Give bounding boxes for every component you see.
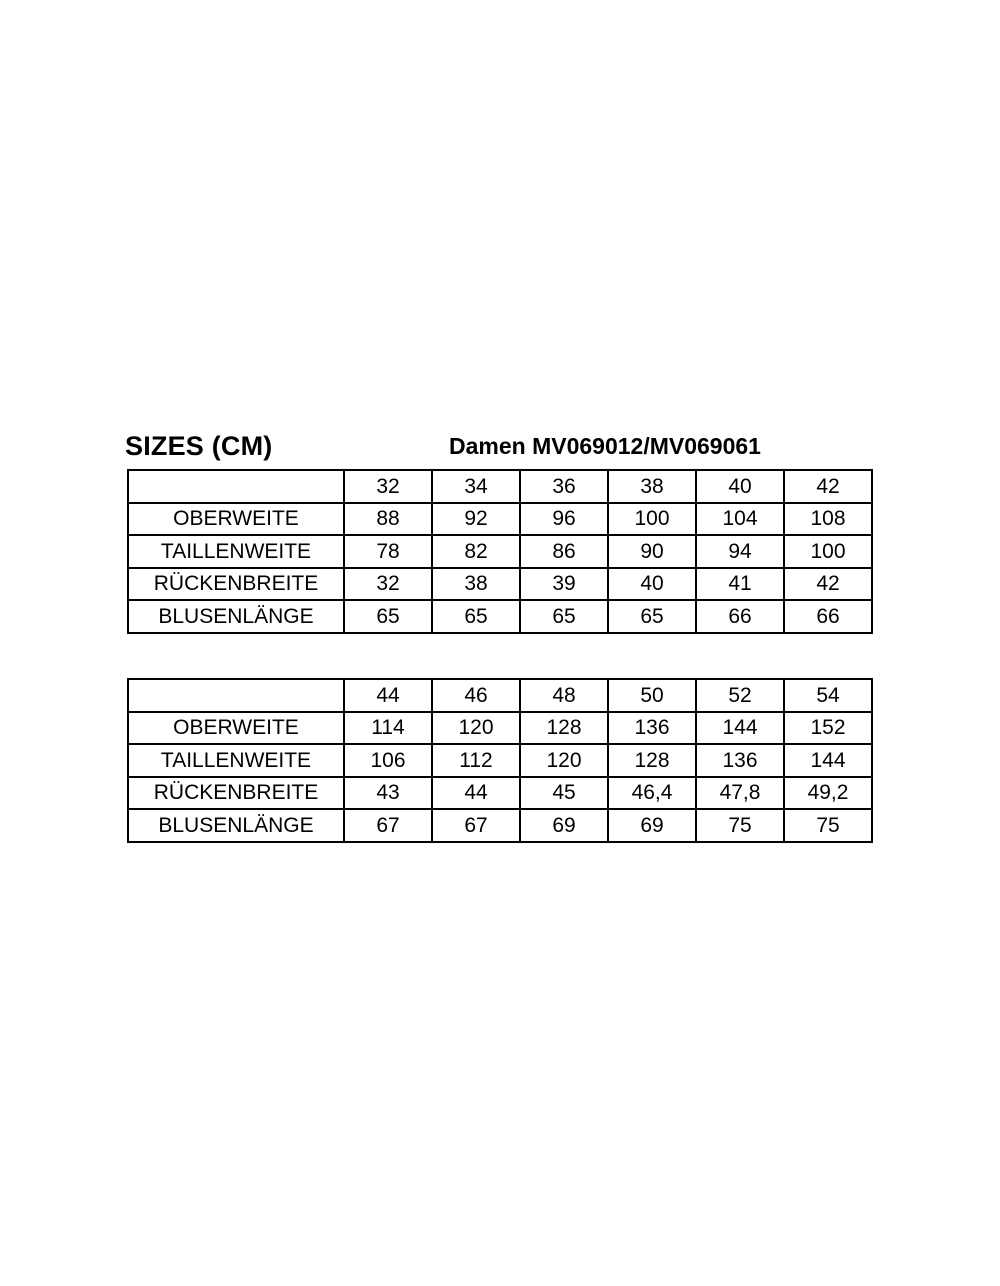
size-header-cell: 34 (432, 470, 520, 503)
row-label: RÜCKENBREITE (128, 777, 344, 810)
table-row (128, 809, 872, 842)
header-cell-empty (128, 679, 344, 712)
value-cell: 40 (608, 568, 696, 601)
value-cell: 49,2 (784, 777, 872, 810)
size-header-cell: 38 (608, 470, 696, 503)
table-row (128, 600, 872, 633)
value-cell: 38 (432, 568, 520, 601)
table-row (128, 777, 872, 810)
size-header-cell: 46 (432, 679, 520, 712)
value-cell: 108 (784, 503, 872, 536)
value-cell: 42 (784, 568, 872, 601)
value-cell: 100 (608, 503, 696, 536)
table-row (128, 503, 872, 536)
row-label: BLUSENLÄNGE (128, 809, 344, 842)
value-cell: 128 (520, 712, 608, 745)
value-cell: 45 (520, 777, 608, 810)
size-header-row (128, 470, 872, 503)
header-cell-empty (128, 470, 344, 503)
value-cell: 67 (432, 809, 520, 842)
value-cell: 44 (432, 777, 520, 810)
value-cell: 100 (784, 535, 872, 568)
size-header-cell: 54 (784, 679, 872, 712)
value-cell: 94 (696, 535, 784, 568)
row-label: RÜCKENBREITE (128, 568, 344, 601)
value-cell: 96 (520, 503, 608, 536)
size-table-2 (127, 678, 873, 843)
value-cell: 66 (784, 600, 872, 633)
size-header-cell: 36 (520, 470, 608, 503)
value-cell: 69 (520, 809, 608, 842)
size-table-1 (127, 469, 873, 634)
value-cell: 65 (432, 600, 520, 633)
value-cell: 90 (608, 535, 696, 568)
table-row (128, 744, 872, 777)
value-cell: 128 (608, 744, 696, 777)
row-label: OBERWEITE (128, 712, 344, 745)
value-cell: 136 (608, 712, 696, 745)
value-cell: 66 (696, 600, 784, 633)
value-cell: 144 (696, 712, 784, 745)
page-title: SIZES (CM) (125, 431, 273, 461)
value-cell: 120 (432, 712, 520, 745)
size-header-cell: 48 (520, 679, 608, 712)
size-header-cell: 50 (608, 679, 696, 712)
row-label: BLUSENLÄNGE (128, 600, 344, 633)
value-cell: 47,8 (696, 777, 784, 810)
size-header-cell: 44 (344, 679, 432, 712)
value-cell: 32 (344, 568, 432, 601)
value-cell: 88 (344, 503, 432, 536)
table-row (128, 535, 872, 568)
value-cell: 152 (784, 712, 872, 745)
value-cell: 41 (696, 568, 784, 601)
size-header-cell: 40 (696, 470, 784, 503)
value-cell: 92 (432, 503, 520, 536)
value-cell: 114 (344, 712, 432, 745)
row-label: OBERWEITE (128, 503, 344, 536)
value-cell: 67 (344, 809, 432, 842)
row-label: TAILLENWEITE (128, 744, 344, 777)
size-header-cell: 42 (784, 470, 872, 503)
value-cell: 104 (696, 503, 784, 536)
size-header-cell: 32 (344, 470, 432, 503)
value-cell: 82 (432, 535, 520, 568)
table-row (128, 712, 872, 745)
value-cell: 43 (344, 777, 432, 810)
value-cell: 106 (344, 744, 432, 777)
value-cell: 78 (344, 535, 432, 568)
value-cell: 69 (608, 809, 696, 842)
value-cell: 65 (520, 600, 608, 633)
value-cell: 65 (344, 600, 432, 633)
value-cell: 86 (520, 535, 608, 568)
size-header-row (128, 679, 872, 712)
value-cell: 120 (520, 744, 608, 777)
size-header-cell: 52 (696, 679, 784, 712)
table-row (128, 568, 872, 601)
value-cell: 46,4 (608, 777, 696, 810)
value-cell: 144 (784, 744, 872, 777)
product-subtitle: Damen MV069012/MV069061 (449, 433, 761, 459)
value-cell: 75 (784, 809, 872, 842)
value-cell: 75 (696, 809, 784, 842)
value-cell: 112 (432, 744, 520, 777)
row-label: TAILLENWEITE (128, 535, 344, 568)
value-cell: 65 (608, 600, 696, 633)
value-cell: 39 (520, 568, 608, 601)
value-cell: 136 (696, 744, 784, 777)
